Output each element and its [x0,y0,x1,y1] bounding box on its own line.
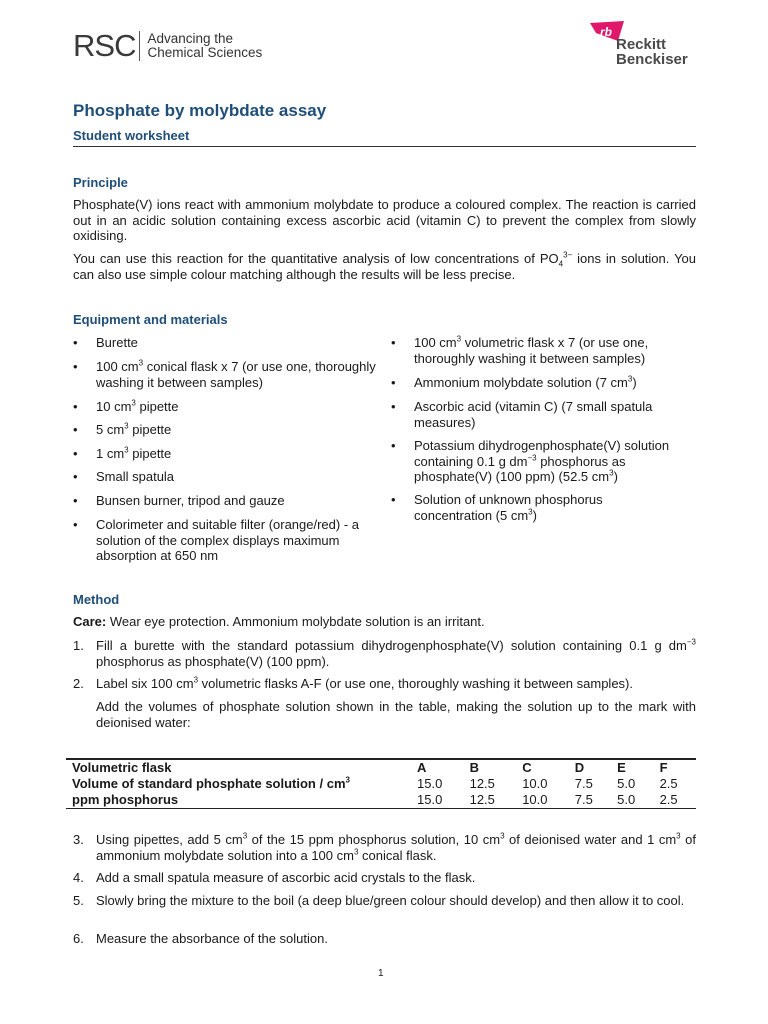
table-row [66,792,696,809]
table-cell: 5.0 [611,792,653,809]
rsc-mark: RSC [73,28,136,63]
table-cell: ppm phosphorus [66,792,411,809]
table-cell: C [516,759,569,776]
table-cell: 12.5 [469,776,495,791]
rsc-divider [139,31,140,61]
table-cell: 10.0 [516,792,569,809]
table-cell: 12.5 [464,792,517,809]
rsc-tagline-line2: Chemical Sciences [147,44,263,60]
principle-paragraph-1: Phosphate(V) ions react with ammonium molybdate to produce a coloured complex. The reaction is carried out in an acidic solution containing excess ascorbic acid (vitamin C) to prevent the complex from slowly oxidising. [73,197,696,243]
method-step-1: Fill a burette with the standard potassium dihydrogenphosphate(V) solution containing 0.1 g $dm^{-3}$ phosphorus as phosphate(V) (100 ppm). [96,637,696,669]
table-cell: 10.0 [522,776,548,791]
table-cell: 7.5 [569,792,611,809]
care-note: Care: Wear eye protection. Ammonium molybdate solution is an irritant. [73,614,485,629]
method-step-3: Using pipettes, add 5 $cm^3$ of the 15 ppm phosphorus solution, 10 $cm^3$ of deionised water and 1 $cm^3$ of ammonium molybdate solution into a 100 $cm^3$ conical flask. [96,831,696,863]
step-number: 4. [73,870,84,885]
page-subtitle: Student worksheet [73,128,190,143]
principle-heading: Principle [73,175,128,190]
table-cell: 5.0 [617,776,636,791]
reckitt-benckiser-logo [588,19,698,69]
step-number: 1. [73,638,84,653]
table-cell: B [464,759,517,776]
equipment-heading: Equipment and materials [73,312,228,327]
principle-paragraph-2: You can use this reaction for the quantitative analysis of low concentrations of $PO_4^{3-}$ ions in solution. You can also use simple colour matching although the results will be less precise. [73,250,697,282]
table-cell: E [611,759,653,776]
rb-line2: Benckiser [616,51,688,68]
method-step-2-note: Add the volumes of phosphate solution shown in the table, making the solution up to the mark with deionised water: [96,699,696,730]
rsc-logo [73,30,262,61]
method-heading: Method [73,592,120,607]
step-number: 6. [73,931,84,946]
table-row [66,759,696,776]
rb-wordmark [616,37,688,67]
svg-text:rb: rb [600,25,612,39]
page-number: 1 [378,968,384,979]
table-cell: Volume of standard phosphate solution / $cm^3$ [72,775,350,791]
table-cell: D [569,759,611,776]
table-cell: 2.5 [654,792,696,809]
table-cell: Volumetric flask [66,759,411,776]
rsc-tagline-line1: Advancing the [147,30,234,46]
method-step-2: Label six 100 $cm^3$ volumetric flasks A-F (or use one, thoroughly washing it between samples). [96,675,633,691]
method-step-6: Measure the absorbance of the solution. [96,931,328,946]
volumes-table [66,758,696,809]
rsc-tagline [147,32,262,60]
table-cell: A [411,759,464,776]
table-cell: 15.0 [411,792,464,809]
step-number: 5. [73,893,84,908]
method-step-5: Slowly bring the mixture to the boil (a deep blue/green colour should develop) and then allow it to cool. [96,893,685,908]
table-cell: F [654,759,696,776]
title-divider [73,146,696,147]
page-title: Phosphate by molybdate assay [73,101,327,120]
step-number: 3. [73,832,84,847]
table-cell: 2.5 [659,776,678,791]
table-row [66,776,696,792]
table-cell: 7.5 [574,776,593,791]
step-number: 2. [73,676,84,691]
rb-line1: Reckitt [616,36,667,53]
method-step-4: Add a small spatula measure of ascorbic acid crystals to the flask. [96,870,476,885]
table-cell: 15.0 [417,776,443,791]
